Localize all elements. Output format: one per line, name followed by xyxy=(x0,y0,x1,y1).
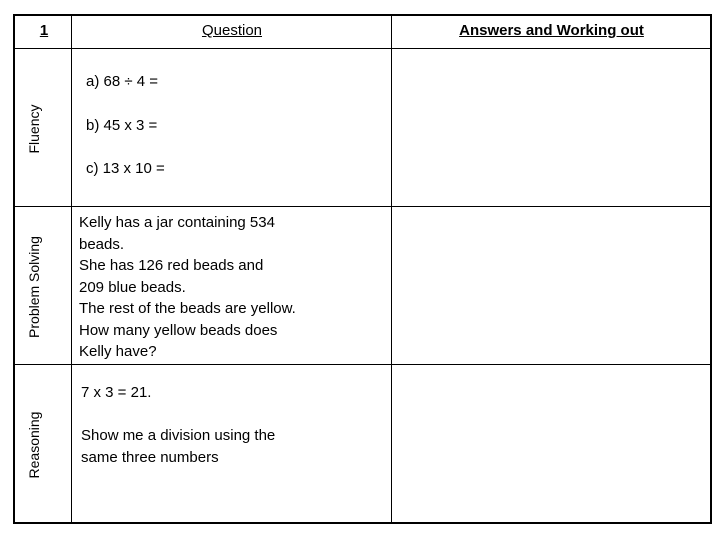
question-column-header: Question xyxy=(201,22,263,39)
problem-solving-answer-area[interactable] xyxy=(392,207,710,364)
fluency-question-a: a) 68 ÷ 4 = xyxy=(86,73,159,90)
fluency-section-label xyxy=(15,50,73,208)
reasoning-prompt xyxy=(81,425,341,468)
reasoning-section-label xyxy=(15,365,73,524)
worksheet-table xyxy=(13,14,712,524)
problem-solving-label-text: Problem Solving xyxy=(26,235,42,338)
reasoning-label-text: Reasoning xyxy=(26,411,42,478)
reasoning-fact: 7 x 3 = 21. xyxy=(81,384,152,401)
fluency-label-text: Fluency xyxy=(26,104,42,154)
answers-column-header: Answers and Working out xyxy=(459,22,644,39)
fluency-question-c: c) 13 x 10 = xyxy=(86,160,165,177)
reasoning-prompt-line: same three numbers xyxy=(81,448,219,466)
question-number: 1 xyxy=(39,22,49,39)
problem-line: beads. xyxy=(79,235,125,253)
fluency-question-b: b) 45 x 3 = xyxy=(86,117,158,134)
problem-line: The rest of the beads are yellow. xyxy=(79,300,296,317)
problem-line: How many yellow beads does xyxy=(79,321,278,339)
reasoning-prompt-line: Show me a division using the xyxy=(81,427,276,444)
problem-solving-question xyxy=(79,212,379,363)
reasoning-answer-area[interactable] xyxy=(392,365,710,522)
problem-line: Kelly has a jar containing 534 xyxy=(79,214,275,231)
problem-line: Kelly have? xyxy=(79,343,157,360)
problem-line: She has 126 red beads and xyxy=(79,257,264,274)
problem-line: 209 blue beads. xyxy=(79,278,186,296)
problem-solving-section-label xyxy=(15,208,73,365)
fluency-answer-area[interactable] xyxy=(392,49,710,206)
